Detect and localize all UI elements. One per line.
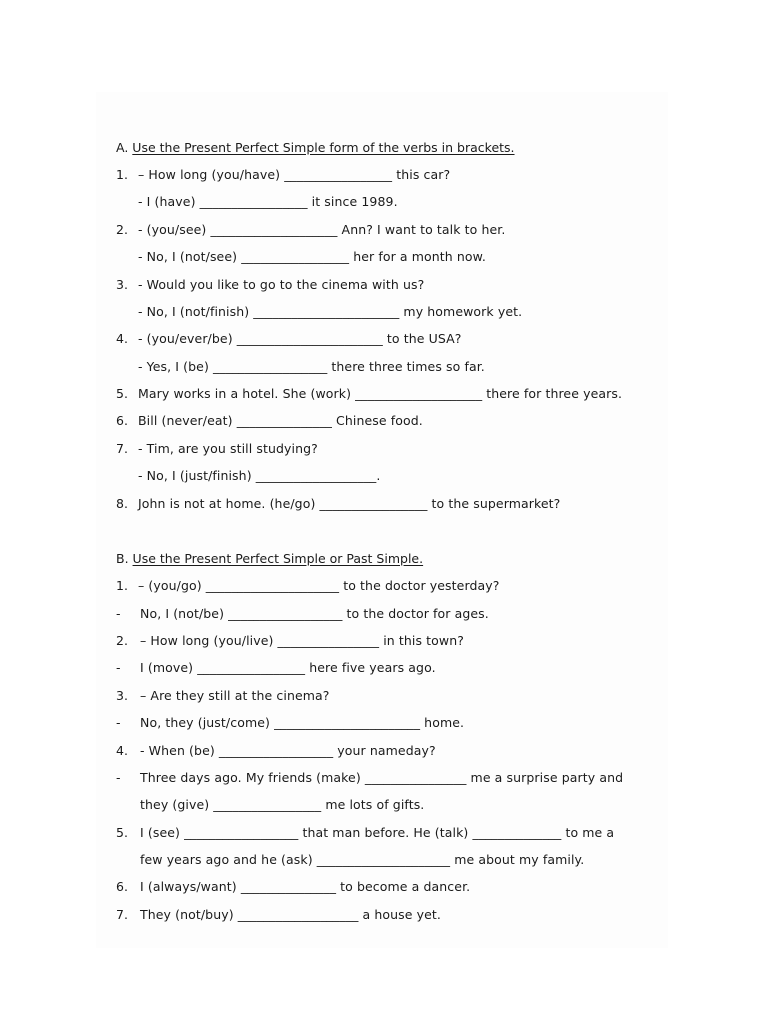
item-number: 7.	[116, 441, 129, 456]
item-text: I (move) _________________ here five years ago.	[140, 660, 436, 675]
item-text: No, I (not/be) __________________ to the doctor for ages.	[140, 606, 489, 621]
item-number: 6.	[116, 413, 129, 428]
section-b-title: Use the Present Perfect Simple or Past Simple.	[132, 551, 424, 566]
item-text: - No, I (just/finish) ___________________.	[138, 468, 381, 483]
item-text: they (give) _________________ me lots of gifts.	[140, 797, 425, 812]
item-text: - (you/see) ____________________ Ann? I want to talk to her.	[138, 222, 506, 237]
section-a-title: Use the Present Perfect Simple form of the verbs in brackets.	[132, 140, 515, 155]
section-a-heading	[116, 140, 515, 156]
item-number: 5.	[116, 825, 129, 840]
item-text: They (not/buy) ___________________ a house yet.	[140, 907, 441, 922]
item-number: 3.	[116, 688, 129, 703]
item-text: No, they (just/come) _______________________ home.	[140, 715, 465, 730]
item-text: - Yes, I (be) __________________ there three times so far.	[138, 359, 485, 374]
item-number: -	[116, 606, 121, 621]
item-text: few years ago and he (ask) _____________________ me about my family.	[140, 852, 585, 867]
item-text: - No, I (not/finish) _______________________ my homework yet.	[138, 304, 523, 319]
item-number: 8.	[116, 496, 129, 511]
item-number: -	[116, 770, 121, 785]
section-b-heading	[116, 551, 423, 567]
item-text: – Are they still at the cinema?	[140, 688, 330, 703]
item-number: -	[116, 715, 121, 730]
item-number: -	[116, 660, 121, 675]
section-b-letter: B.	[116, 551, 129, 566]
item-text: – How long (you/live) ________________ in this town?	[140, 633, 465, 648]
worksheet-page	[96, 92, 668, 948]
item-text: Mary works in a hotel. She (work) ____________________ there for three years.	[138, 386, 623, 401]
item-text: - Tim, are you still studying?	[138, 441, 318, 456]
item-number: 4.	[116, 331, 129, 346]
item-text: - When (be) __________________ your nameday?	[140, 743, 436, 758]
item-text: – How long (you/have) _________________ this car?	[138, 167, 451, 182]
item-text: - No, I (not/see) _________________ her for a month now.	[138, 249, 486, 264]
item-number: 1.	[116, 578, 129, 593]
item-number: 7.	[116, 907, 129, 922]
item-number: 4.	[116, 743, 129, 758]
item-number: 2.	[116, 633, 129, 648]
item-text: I (see) __________________ that man before. He (talk) ______________ to me a	[140, 825, 615, 840]
item-text: I (always/want) _______________ to become a dancer.	[140, 879, 471, 894]
item-text: – (you/go) _____________________ to the doctor yesterday?	[138, 578, 500, 593]
item-text: Three days ago. My friends (make) ________________ me a surprise party and	[140, 770, 624, 785]
item-number: 1.	[116, 167, 129, 182]
section-a-letter: A.	[116, 140, 129, 155]
item-text: - Would you like to go to the cinema with us?	[138, 277, 425, 292]
item-number: 3.	[116, 277, 129, 292]
item-number: 5.	[116, 386, 129, 401]
item-text: Bill (never/eat) _______________ Chinese food.	[138, 413, 423, 428]
item-number: 6.	[116, 879, 129, 894]
item-text: John is not at home. (he/go) _________________ to the supermarket?	[138, 496, 561, 511]
item-text: - (you/ever/be) _______________________ to the USA?	[138, 331, 462, 346]
item-number: 2.	[116, 222, 129, 237]
item-text: - I (have) _________________ it since 1989.	[138, 194, 398, 209]
